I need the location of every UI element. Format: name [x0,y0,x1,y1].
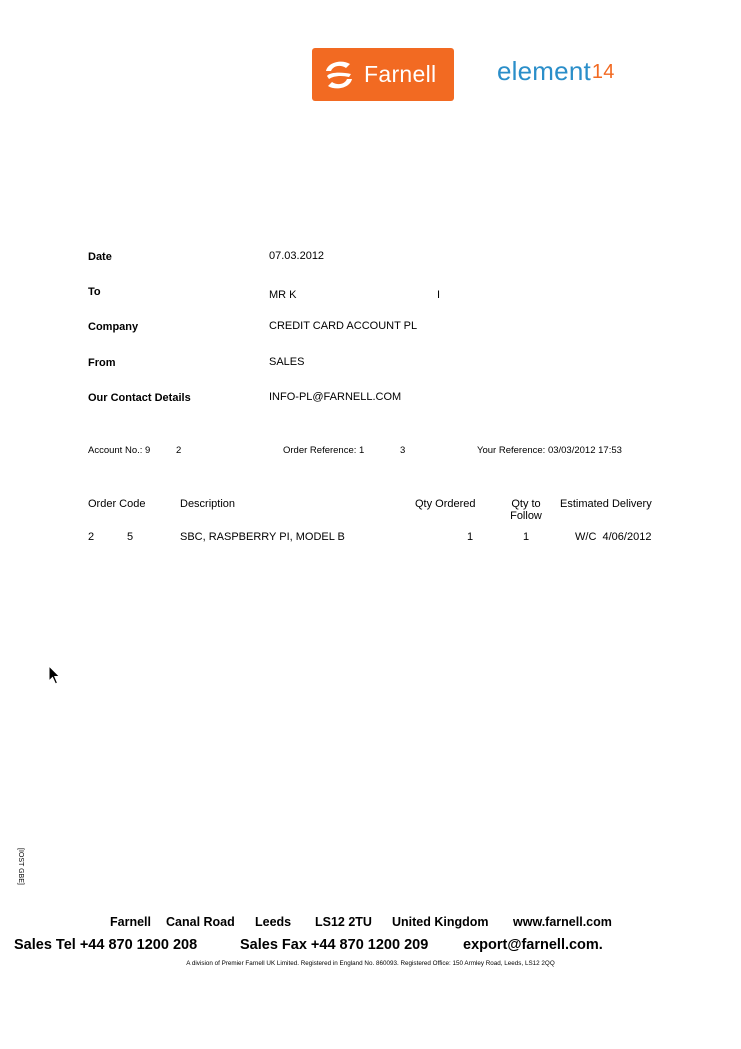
element14-logo [497,56,615,87]
farnell-swirl-icon [318,54,360,96]
account-number: Account No.: 9 [88,445,151,456]
col-qty-to-follow-line1: Qty to [511,498,541,510]
row-qty-to-follow: 1 [523,531,530,543]
farnell-logo-text: Farnell [364,61,437,87]
col-qty-to-follow-line2: Follow [510,510,542,522]
row-qty-ordered: 1 [467,531,474,543]
col-qty-ordered: Qty Ordered [415,498,476,510]
row-order-code-a: 2 [88,531,95,543]
col-order-code: Order Code [88,498,146,510]
contact-value: INFO-PL@FARNELL.COM [269,391,402,403]
footer-sales-tel: Sales Tel +44 870 1200 208 [14,937,198,953]
footer-street: Canal Road [166,915,235,929]
element14-logo-number: 14 [591,61,615,83]
footer-company: Farnell [110,915,151,929]
row-order-code-b: 5 [127,531,134,543]
order-reference: Order Reference: 1 [283,445,365,456]
footer-email: export@farnell.com. [463,937,603,953]
date-value: 07.03.2012 [269,250,325,262]
contact-label: Our Contact Details [88,392,191,404]
footer-sales-fax: Sales Fax +44 870 1200 209 [240,937,429,953]
col-estimated-delivery: Estimated Delivery [560,498,652,510]
footer-city: Leeds [255,915,292,929]
footer-postcode: LS12 2TU [315,915,372,929]
account-number-tail: 2 [176,445,182,456]
col-description: Description [180,498,236,510]
to-label: To [88,286,101,298]
col-qty-to-follow [508,498,544,522]
row-estimated-delivery: W/C 4/06/2012 [575,531,652,543]
order-reference-tail: 3 [400,445,406,456]
element14-logo-text: element [497,56,591,86]
from-value: SALES [269,356,305,368]
footer-legal: A division of Premier Farnell UK Limited. Registered in England No. 860093. Registered Office: 150 Armley Road, Leeds, LS12 2QQ [186,960,555,967]
to-value: MR K [269,289,297,301]
side-note: [IOST GBE] [17,848,24,885]
mouse-pointer-icon [48,665,62,686]
date-label: Date [88,251,112,263]
company-value: CREDIT CARD ACCOUNT PL [269,320,418,332]
row-description: SBC, RASPBERRY PI, MODEL B [180,531,345,543]
company-label: Company [88,321,139,333]
from-label: From [88,357,116,369]
farnell-logo [312,48,454,101]
your-reference: Your Reference: 03/03/2012 17:53 [477,445,622,456]
to-value-tail: I [437,289,441,301]
footer-country: United Kingdom [392,915,489,929]
footer-website: www.farnell.com [513,915,612,929]
